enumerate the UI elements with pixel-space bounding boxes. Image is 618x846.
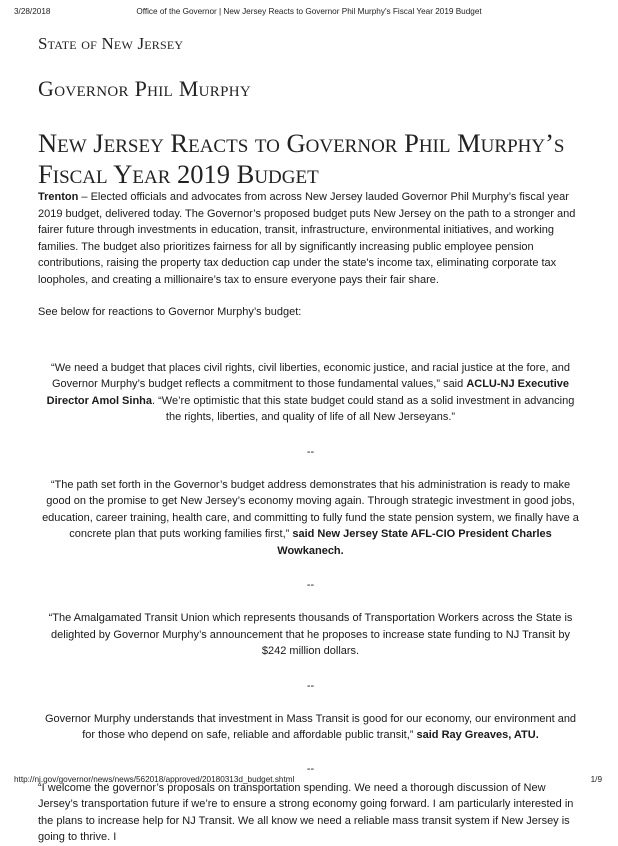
intro-text: – Elected officials and advocates from across New Jersey lauded Governor Phil Murphy’s fiscal year 2019 budget, delivered today. The Governor’s proposed budget puts New Jersey on the path to a stronger and fairer future through investments in education, transit, infrastructure, environmental initiatives, and working families. The budget also prioritizes fairness for all by significantly increasing public employee pension contributions, raising the property tax deduction cap under the state's income tax, eliminating corporate tax loopholes, and creating a millionaire’s tax to ensure everyone pays their fair share. — [38, 191, 576, 286]
quote-atu-part1 — [38, 610, 583, 660]
see-below-text: See below for reactions to Governor Murphy’s budget: — [38, 306, 302, 318]
separator: -- — [306, 762, 315, 775]
state-name[interactable]: State of New Jersey — [38, 34, 184, 53]
quote-atu-part2 — [38, 711, 583, 744]
page-number: 1/9 — [590, 775, 602, 784]
quote-speaker: said New Jersey State AFL-CIO President Charles Wowkanech. — [277, 528, 552, 557]
quote-text: “We need a budget that places civil rights, civil liberties, economic justice, and racial justice at the fore, and Governor Murphy’s budget reflects a commitment to those fundamental values,” said — [51, 361, 570, 390]
quote-transportation — [38, 780, 583, 846]
article-body — [38, 189, 583, 846]
print-date: 3/28/2018 — [14, 7, 51, 16]
print-footer — [14, 775, 604, 787]
page-url: http://nj.gov/governor/news/news/562018/approved/20180313d_budget.shtml — [14, 775, 295, 784]
quote-text: . “We’re optimistic that this state budget could stand as a solid investment in advancing the rights, liberties, and quality of life of all New Jerseyans.” — [152, 394, 575, 423]
separator: -- — [306, 445, 315, 458]
print-page-title: Office of the Governor | New Jersey Reacts to Governor Phil Murphy's Fiscal Year 2019 Budget — [136, 7, 482, 16]
print-header — [14, 7, 604, 19]
separator: -- — [306, 579, 315, 591]
quote-afl-cio — [38, 477, 583, 560]
separator: -- — [306, 679, 315, 692]
quote-speaker: said Ray Greaves, ATU. — [416, 729, 539, 741]
quote-text: “I welcome the governor’s proposals on transportation spending. We need a thorough discussion of New Jersey’s transportation future if we’re to ensure a strong economy going forward. I am particularly interested in the plans to increase help for NJ Transit. We all know we need a reliable mass transit system if New Jersey is going to thrive. I — [38, 781, 574, 843]
intro-lead: Trenton — [38, 191, 79, 203]
article-headline: New Jersey Reacts to Governor Phil Murphy’s Fiscal Year 2019 Budget — [38, 128, 565, 189]
governor-name[interactable]: Governor Phil Murphy — [38, 76, 252, 101]
quote-aclu — [38, 360, 583, 426]
quote-speaker: ACLU-NJ Executive Director Amol Sinha — [46, 378, 570, 407]
intro-paragraph — [38, 189, 583, 288]
quote-text: “The path set forth in the Governor’s budget address demonstrates that his administration is ready to make good on the promise to get New Jersey’s economy moving again. Through strategic investment in good jobs, education, career training, health care, and committing to fully fund the state pension system, we finally have a concrete plan that puts working families first,” — [42, 478, 579, 540]
quote-text: Governor Murphy understands that investment in Mass Transit is good for our economy, our environment and for those who depend on safe, reliable and affordable public transit,” — [44, 712, 577, 741]
quote-text: “The Amalgamated Transit Union which represents thousands of Transportation Workers across the State is delighted by Governor Murphy’s announcement that he proposes to increase state funding to NJ Transit by $242 million dollars. — [48, 612, 573, 657]
